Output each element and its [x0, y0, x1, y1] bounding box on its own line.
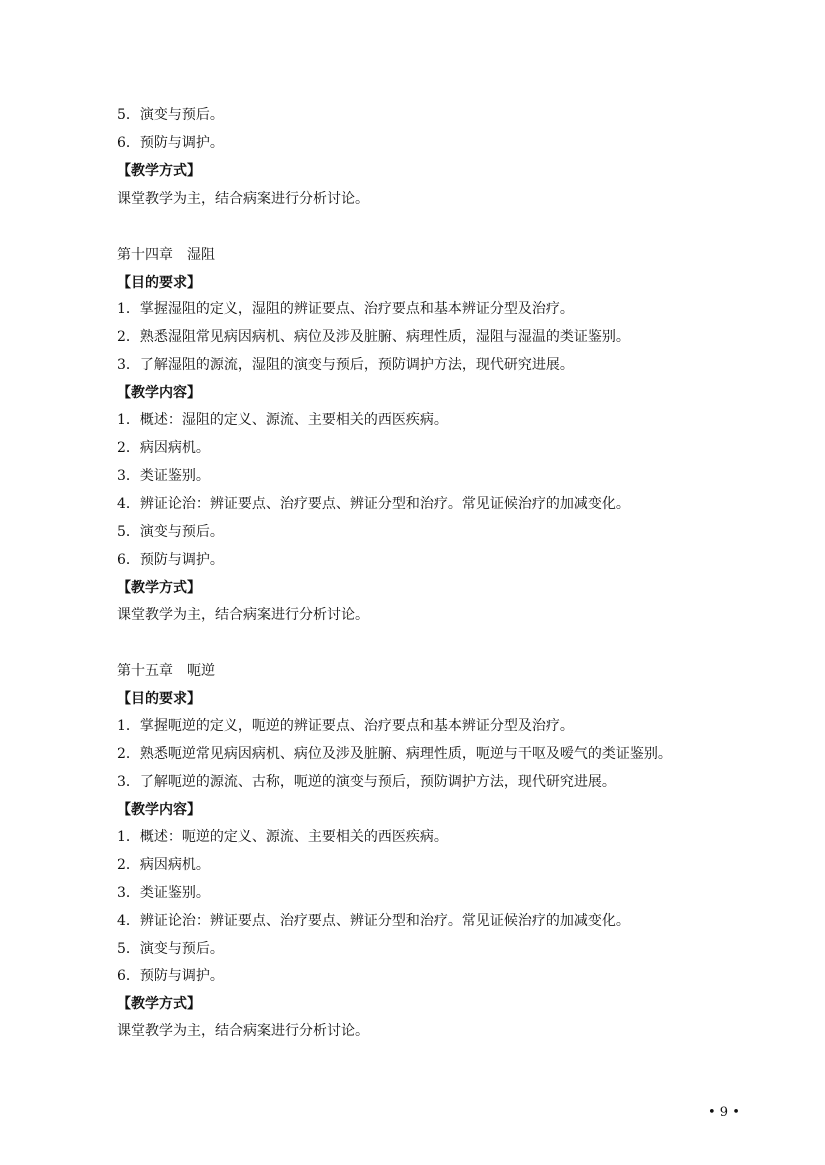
list-item: 3．了解湿阻的源流，湿阻的演变与预后，预防调护方法，现代研究进展。 — [117, 357, 574, 373]
list-item: 3．类证鉴别。 — [117, 885, 210, 901]
list-item: 3．了解呃逆的源流、古称，呃逆的演变与预后，预防调护方法，现代研究进展。 — [117, 774, 616, 790]
section-heading-objectives: 【目的要求】 — [117, 691, 201, 707]
section-heading-content: 【教学内容】 — [117, 802, 201, 818]
list-item: 1．概述：呃逆的定义、源流、主要相关的西医疾病。 — [117, 829, 448, 845]
list-item: 2．熟悉呃逆常见病因病机、病位及涉及脏腑、病理性质，呃逆与干呕及嗳气的类证鉴别。 — [117, 746, 672, 762]
chapter-title: 第十五章 呃逆 — [117, 663, 215, 679]
list-item: 1．掌握湿阻的定义，湿阻的辨证要点、治疗要点和基本辨证分型及治疗。 — [117, 301, 574, 317]
method-text: 课堂教学为主，结合病案进行分析讨论。 — [117, 1023, 369, 1039]
list-item: 5．演变与预后。 — [117, 524, 224, 540]
section-heading-method: 【教学方式】 — [117, 580, 201, 596]
method-text: 课堂教学为主，结合病案进行分析讨论。 — [117, 191, 369, 207]
section-heading-method: 【教学方式】 — [117, 996, 201, 1012]
list-item: 3．类证鉴别。 — [117, 468, 210, 484]
chapter-title: 第十四章 湿阻 — [117, 247, 215, 263]
list-item: 2．熟悉湿阻常见病因病机、病位及涉及脏腑、病理性质，湿阻与湿温的类证鉴别。 — [117, 329, 630, 345]
list-item: 1．概述：湿阻的定义、源流、主要相关的西医疾病。 — [117, 412, 448, 428]
list-item: 2．病因病机。 — [117, 857, 210, 873]
page-number: • 9 • — [708, 1105, 740, 1120]
method-text: 课堂教学为主，结合病案进行分析讨论。 — [117, 607, 369, 623]
list-item: 6．预防与调护。 — [117, 135, 224, 151]
list-item: 1．掌握呃逆的定义，呃逆的辨证要点、治疗要点和基本辨证分型及治疗。 — [117, 718, 574, 734]
list-item: 5．演变与预后。 — [117, 941, 224, 957]
list-item: 5．演变与预后。 — [117, 107, 224, 123]
list-item: 6．预防与调护。 — [117, 968, 224, 984]
list-item: 2．病因病机。 — [117, 440, 210, 456]
list-item: 4．辨证论治：辨证要点、治疗要点、辨证分型和治疗。常见证候治疗的加减变化。 — [117, 496, 630, 512]
list-item: 4．辨证论治：辨证要点、治疗要点、辨证分型和治疗。常见证候治疗的加减变化。 — [117, 913, 630, 929]
list-item: 6．预防与调护。 — [117, 552, 224, 568]
section-heading-method: 【教学方式】 — [117, 163, 201, 179]
section-heading-content: 【教学内容】 — [117, 385, 201, 401]
section-heading-objectives: 【目的要求】 — [117, 275, 201, 291]
